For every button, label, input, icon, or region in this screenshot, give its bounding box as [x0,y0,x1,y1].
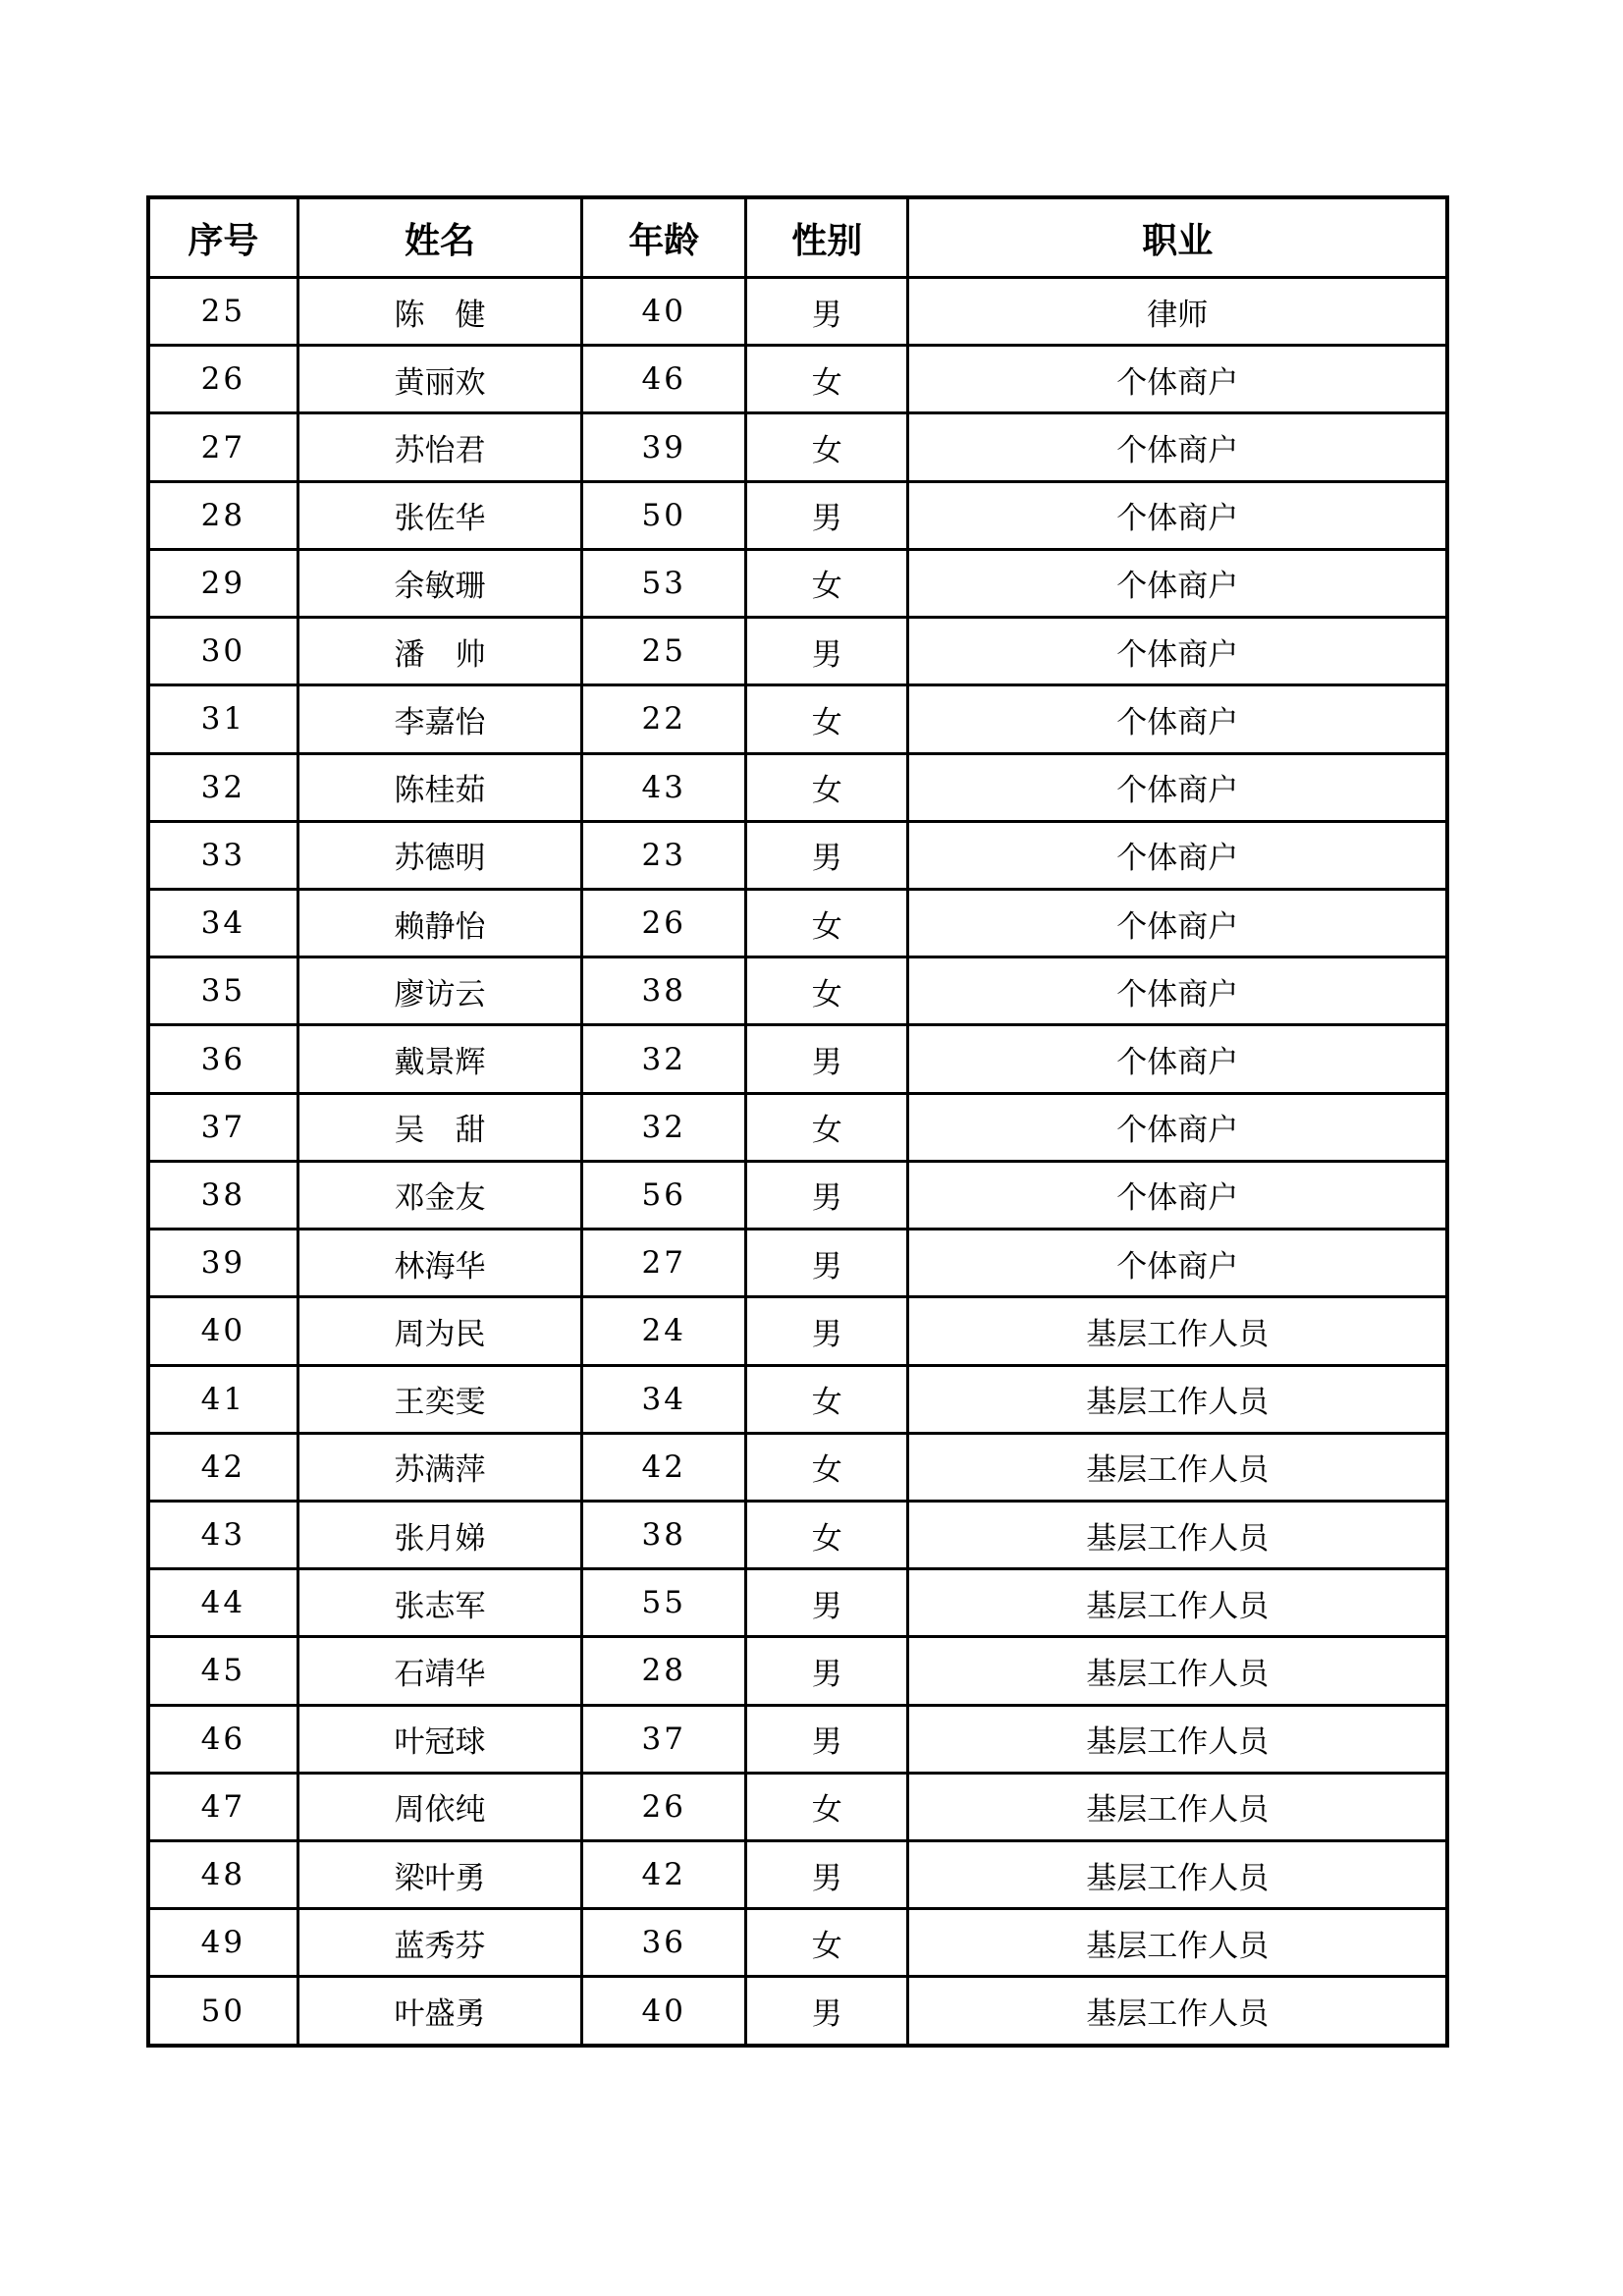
table-row [148,821,1447,889]
header-row [148,197,1447,278]
cell-serial: 50 [148,1977,298,2046]
table-row [148,1365,1447,1433]
cell-serial: 28 [148,481,298,549]
cell-serial: 34 [148,889,298,957]
cell-age: 43 [582,753,746,821]
cell-gender: 男 [746,1569,908,1637]
cell-occupation: 个体商户 [908,1093,1447,1161]
cell-serial: 46 [148,1705,298,1773]
cell-serial: 25 [148,278,298,346]
cell-occupation: 基层工作人员 [908,1569,1447,1637]
cell-occupation: 个体商户 [908,413,1447,481]
cell-occupation: 律师 [908,278,1447,346]
cell-gender: 男 [746,1025,908,1093]
table-row [148,889,1447,957]
cell-name: 叶盛勇 [298,1977,582,2046]
col-header-name: 姓名 [298,197,582,278]
cell-serial: 31 [148,685,298,753]
table-row [148,1977,1447,2046]
table-row [148,549,1447,617]
cell-occupation: 个体商户 [908,1025,1447,1093]
cell-name: 吴 甜 [298,1093,582,1161]
cell-age: 42 [582,1433,746,1501]
cell-occupation: 基层工作人员 [908,1433,1447,1501]
cell-age: 37 [582,1705,746,1773]
cell-occupation: 个体商户 [908,1161,1447,1229]
cell-name: 张月娣 [298,1501,582,1568]
table-row [148,753,1447,821]
cell-gender: 男 [746,1637,908,1705]
cell-serial: 49 [148,1909,298,1977]
cell-gender: 男 [746,1977,908,2046]
cell-occupation: 个体商户 [908,821,1447,889]
cell-name: 苏怡君 [298,413,582,481]
cell-name: 廖访云 [298,957,582,1025]
cell-name: 蓝秀芬 [298,1909,582,1977]
roster-table-container [146,195,1449,2048]
cell-serial: 41 [148,1365,298,1433]
table-row [148,1093,1447,1161]
cell-occupation: 基层工作人员 [908,1705,1447,1773]
cell-occupation: 基层工作人员 [908,1365,1447,1433]
cell-occupation: 个体商户 [908,957,1447,1025]
cell-occupation: 基层工作人员 [908,1637,1447,1705]
cell-serial: 33 [148,821,298,889]
table-row [148,685,1447,753]
cell-age: 26 [582,1773,746,1840]
cell-age: 55 [582,1569,746,1637]
cell-occupation: 个体商户 [908,481,1447,549]
cell-occupation: 个体商户 [908,346,1447,413]
cell-serial: 27 [148,413,298,481]
table-row [148,346,1447,413]
cell-age: 32 [582,1025,746,1093]
cell-gender: 男 [746,1841,908,1909]
table-row [148,1501,1447,1568]
cell-gender: 男 [746,1161,908,1229]
cell-occupation: 基层工作人员 [908,1773,1447,1840]
cell-gender: 女 [746,413,908,481]
cell-occupation: 个体商户 [908,753,1447,821]
cell-age: 24 [582,1297,746,1365]
cell-age: 26 [582,889,746,957]
cell-age: 39 [582,413,746,481]
cell-age: 40 [582,1977,746,2046]
cell-age: 23 [582,821,746,889]
cell-serial: 37 [148,1093,298,1161]
cell-age: 36 [582,1909,746,1977]
table-row [148,1637,1447,1705]
cell-serial: 38 [148,1161,298,1229]
cell-name: 王奕雯 [298,1365,582,1433]
cell-occupation: 个体商户 [908,618,1447,685]
col-header-gender: 性别 [746,197,908,278]
cell-serial: 36 [148,1025,298,1093]
cell-name: 邓金友 [298,1161,582,1229]
table-row [148,1297,1447,1365]
table-row [148,278,1447,346]
cell-gender: 男 [746,821,908,889]
table-row [148,618,1447,685]
cell-age: 50 [582,481,746,549]
cell-occupation: 基层工作人员 [908,1909,1447,1977]
table-row [148,1705,1447,1773]
cell-gender: 女 [746,1909,908,1977]
cell-name: 陈 健 [298,278,582,346]
cell-gender: 女 [746,346,908,413]
table-row [148,481,1447,549]
cell-age: 32 [582,1093,746,1161]
cell-name: 叶冠球 [298,1705,582,1773]
cell-occupation: 基层工作人员 [908,1841,1447,1909]
cell-name: 苏德明 [298,821,582,889]
table-row [148,413,1447,481]
cell-occupation: 基层工作人员 [908,1977,1447,2046]
cell-serial: 42 [148,1433,298,1501]
cell-serial: 45 [148,1637,298,1705]
cell-serial: 39 [148,1230,298,1297]
cell-serial: 40 [148,1297,298,1365]
table-header [148,197,1447,278]
cell-name: 赖静怡 [298,889,582,957]
cell-age: 53 [582,549,746,617]
col-header-serial: 序号 [148,197,298,278]
table-row [148,1841,1447,1909]
roster-table [146,195,1449,2048]
cell-age: 40 [582,278,746,346]
cell-gender: 女 [746,1773,908,1840]
cell-gender: 女 [746,1365,908,1433]
cell-name: 潘 帅 [298,618,582,685]
cell-name: 张佐华 [298,481,582,549]
table-row [148,1433,1447,1501]
cell-gender: 女 [746,957,908,1025]
cell-name: 周为民 [298,1297,582,1365]
cell-occupation: 个体商户 [908,549,1447,617]
cell-name: 余敏珊 [298,549,582,617]
cell-age: 38 [582,957,746,1025]
cell-gender: 男 [746,1705,908,1773]
cell-occupation: 个体商户 [908,1230,1447,1297]
cell-gender: 女 [746,549,908,617]
cell-name: 陈桂茹 [298,753,582,821]
cell-age: 56 [582,1161,746,1229]
table-row [148,1025,1447,1093]
cell-gender: 男 [746,1297,908,1365]
cell-serial: 26 [148,346,298,413]
cell-serial: 35 [148,957,298,1025]
cell-gender: 女 [746,1433,908,1501]
cell-serial: 48 [148,1841,298,1909]
cell-name: 李嘉怡 [298,685,582,753]
table-row [148,1909,1447,1977]
cell-name: 张志军 [298,1569,582,1637]
cell-serial: 32 [148,753,298,821]
cell-age: 28 [582,1637,746,1705]
cell-age: 22 [582,685,746,753]
cell-name: 周依纯 [298,1773,582,1840]
table-row [148,1161,1447,1229]
cell-age: 27 [582,1230,746,1297]
cell-gender: 女 [746,753,908,821]
cell-age: 38 [582,1501,746,1568]
cell-name: 黄丽欢 [298,346,582,413]
cell-occupation: 基层工作人员 [908,1501,1447,1568]
cell-gender: 女 [746,1093,908,1161]
cell-name: 梁叶勇 [298,1841,582,1909]
cell-name: 苏满萍 [298,1433,582,1501]
cell-serial: 43 [148,1501,298,1568]
table-row [148,957,1447,1025]
cell-age: 46 [582,346,746,413]
cell-gender: 女 [746,685,908,753]
cell-gender: 女 [746,1501,908,1568]
cell-serial: 30 [148,618,298,685]
cell-occupation: 基层工作人员 [908,1297,1447,1365]
col-header-age: 年龄 [582,197,746,278]
cell-name: 石靖华 [298,1637,582,1705]
cell-age: 42 [582,1841,746,1909]
table-row [148,1569,1447,1637]
cell-occupation: 个体商户 [908,685,1447,753]
cell-serial: 29 [148,549,298,617]
cell-gender: 男 [746,481,908,549]
cell-gender: 男 [746,278,908,346]
table-row [148,1230,1447,1297]
cell-gender: 女 [746,889,908,957]
cell-name: 林海华 [298,1230,582,1297]
cell-occupation: 个体商户 [908,889,1447,957]
cell-name: 戴景辉 [298,1025,582,1093]
cell-serial: 47 [148,1773,298,1840]
cell-serial: 44 [148,1569,298,1637]
cell-gender: 男 [746,1230,908,1297]
cell-age: 34 [582,1365,746,1433]
cell-age: 25 [582,618,746,685]
col-header-occupation: 职业 [908,197,1447,278]
table-body [148,278,1447,2047]
table-row [148,1773,1447,1840]
cell-gender: 男 [746,618,908,685]
